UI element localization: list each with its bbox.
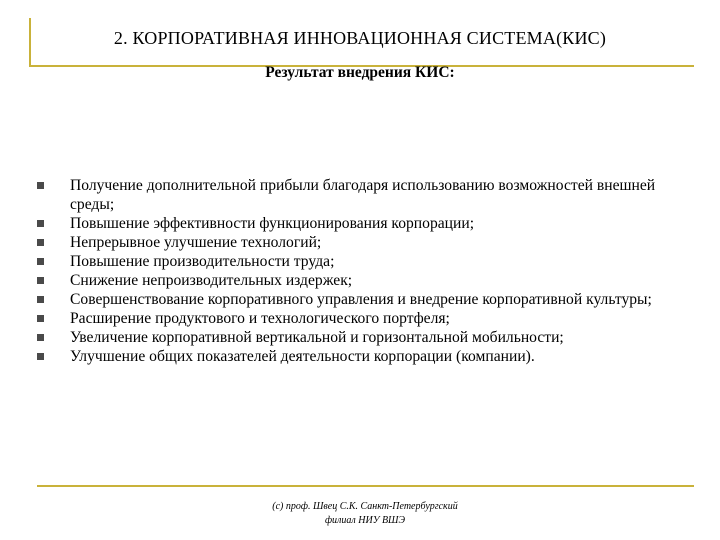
slide-title: 2. КОРПОРАТИВНАЯ ИННОВАЦИОННАЯ СИСТЕМА(КИС) [113,28,607,48]
list-item [37,309,697,328]
list-item-text: Расширение продуктового и технологического портфеля; [70,310,450,327]
square-bullet-icon [37,182,44,189]
list-item-text: Повышение эффективности функционирования корпорации; [70,215,475,232]
square-bullet-icon [37,258,44,265]
list-item [37,347,697,366]
list-item [37,214,697,233]
square-bullet-icon [37,334,44,341]
footer-rule [37,485,694,487]
slide-subtitle: Результат внедрения КИС: [265,64,455,81]
list-item [37,233,697,252]
square-bullet-icon [37,277,44,284]
list-item-text: Непрерывное улучшение технологий; [70,234,322,251]
footer-line-affiliation: филиал НИУ ВШЭ [324,515,406,526]
square-bullet-icon [37,239,44,246]
list-item-text: Улучшение общих показателей деятельности корпорации (компании). [70,348,535,365]
list-item-text: Снижение непроизводительных издержек; [70,272,353,289]
list-item [37,290,697,309]
list-item [37,252,697,271]
square-bullet-icon [37,296,44,303]
footer-line-author: (с) проф. Швец С.К. Санкт-Петербургский [272,501,458,512]
square-bullet-icon [37,315,44,322]
square-bullet-icon [37,220,44,227]
list-item-text: Повышение производительности труда; [70,253,335,270]
square-bullet-icon [37,353,44,360]
list-item [37,176,697,214]
results-bullet-list [37,176,697,366]
list-item [37,271,697,290]
list-item-text: Получение дополнительной прибыли благодаря использованию возможностей внешней среды; [70,177,656,213]
list-item-text: Увеличение корпоративной вертикальной и горизонтальной мобильности; [70,329,564,346]
footer-credit [215,500,515,528]
list-item [37,328,697,347]
list-item-text: Совершенствование корпоративного управления и внедрение корпоративной культуры; [70,291,652,308]
